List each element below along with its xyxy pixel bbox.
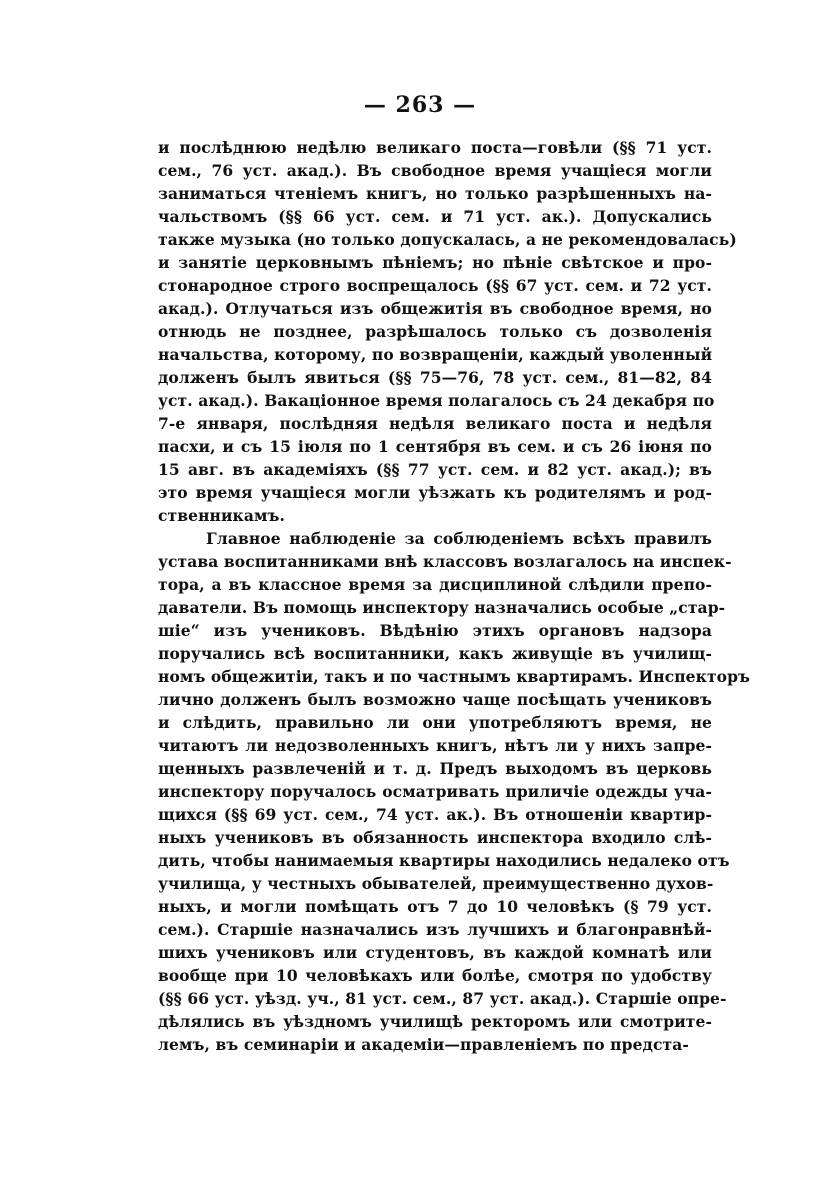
text-line: лично долженъ былъ возможно чаще посѣщать учениковъ bbox=[158, 690, 712, 709]
text-line: (§§ 66 уст. уѣзд. уч., 81 уст. сем., 87 уст. акад.). Старшіе опре- bbox=[158, 989, 727, 1008]
text-line: 7-е января, послѣдняя недѣля великаго поста и недѣля bbox=[158, 414, 712, 433]
text-line: долженъ былъ явиться (§§ 75—76, 78 уст. сем., 81—82, 84 bbox=[158, 368, 712, 387]
text-line: читаютъ ли недозволенныхъ книгъ, нѣтъ ли у нихъ запре- bbox=[158, 736, 712, 755]
text-line: заниматься чтеніемъ книгъ, но только разрѣшенныхъ на- bbox=[158, 184, 712, 203]
text-line: и послѣднюю недѣлю великаго поста—говѣли (§§ 71 уст. bbox=[158, 138, 712, 157]
text-line: ныхъ учениковъ въ обязанность инспектора входило слѣ- bbox=[158, 828, 712, 847]
text-line: лемъ, въ семинаріи и академіи—правленіемъ по предста- bbox=[158, 1035, 689, 1054]
text-line: даватели. Въ помощь инспектору назначались особые „стар- bbox=[158, 598, 726, 617]
page-number: — 263 — bbox=[363, 92, 477, 118]
text-line: шихъ учениковъ или студентовъ, въ каждой комнатѣ или bbox=[158, 943, 712, 962]
text-line: ственникамъ. bbox=[158, 506, 286, 525]
text-line: сем., 76 уст. акад.). Въ свободное время учащіеся могли bbox=[158, 161, 712, 180]
text-line: училища, у честныхъ обывателей, преимущественно духов- bbox=[158, 874, 714, 893]
text-line: пасхи, и съ 15 іюля по 1 сентября въ сем. и съ 26 іюня по bbox=[158, 437, 712, 456]
text-line: дѣлялись въ уѣздномъ училищѣ ректоромъ или смотрите- bbox=[158, 1012, 712, 1031]
text-line: 15 авг. въ академіяхъ (§§ 77 уст. сем. и 82 уст. акад.); въ bbox=[158, 460, 712, 479]
text-line: поручались всѣ воспитанники, какъ живущіе въ училищ- bbox=[158, 644, 712, 663]
text-line: и слѣдить, правильно ли они употребляютъ время, не bbox=[158, 713, 712, 732]
text-line: тора, а въ классное время за дисциплиной слѣдили препо- bbox=[158, 575, 712, 594]
text-line: начальства, которому, по возвращеніи, каждый уволенный bbox=[158, 345, 713, 364]
paragraph bbox=[158, 136, 737, 527]
text-line: уст. акад.). Вакаціонное время полагалось съ 24 декабря по bbox=[158, 391, 715, 410]
text-line: щихся (§§ 69 уст. сем., 74 уст. ак.). Въ отношеніи квартир- bbox=[158, 805, 712, 824]
text-line: отнюдь не позднее, разрѣшалось только съ дозволенія bbox=[158, 322, 712, 341]
text-line: вообще при 10 человѣкахъ или болѣе, смотря по удобству bbox=[158, 966, 712, 985]
text-line: также музыка (но только допускалась, а не рекомендовалась) bbox=[158, 230, 737, 249]
text-line: инспектору поручалось осматривать приличіе одежды уча- bbox=[158, 782, 712, 801]
text-line: и занятіе церковнымъ пѣніемъ; но пѣніе свѣтское и про- bbox=[158, 253, 712, 272]
text-line: дить, чтобы нанимаемыя квартиры находились недалеко отъ bbox=[158, 851, 730, 870]
text-line: это время учащіеся могли уѣзжать къ родителямъ и род- bbox=[158, 483, 712, 502]
text-line: Главное наблюденіе за соблюденіемъ всѣхъ правилъ bbox=[206, 529, 712, 548]
text-line: сем.). Старшіе назначались изъ лучшихъ и благонравнѣй- bbox=[158, 920, 712, 939]
text-line: устава воспитанниками внѣ классовъ возлагалось на инспек- bbox=[158, 552, 732, 571]
text-line: акад.). Отлучаться изъ общежитія въ свободное время, но bbox=[158, 299, 712, 318]
text-line: чальствомъ (§§ 66 уст. сем. и 71 уст. ак.). Допускались bbox=[158, 207, 712, 226]
text-line: щенныхъ развлеченій и т. д. Предъ выходомъ въ церковь bbox=[158, 759, 712, 778]
text-line: шіе“ изъ учениковъ. Вѣдѣнію этихъ органовъ надзора bbox=[158, 621, 712, 640]
body-text bbox=[158, 136, 751, 1056]
text-line: ныхъ, и могли помѣщать отъ 7 до 10 человѣкъ (§ 79 уст. bbox=[158, 897, 712, 916]
text-line: номъ общежитіи, такъ и по частнымъ квартирамъ. Инспекторъ bbox=[158, 667, 751, 686]
text-line: стонародное строго воспрещалось (§§ 67 уст. сем. и 72 уст. bbox=[158, 276, 712, 295]
paragraph bbox=[158, 527, 751, 1056]
